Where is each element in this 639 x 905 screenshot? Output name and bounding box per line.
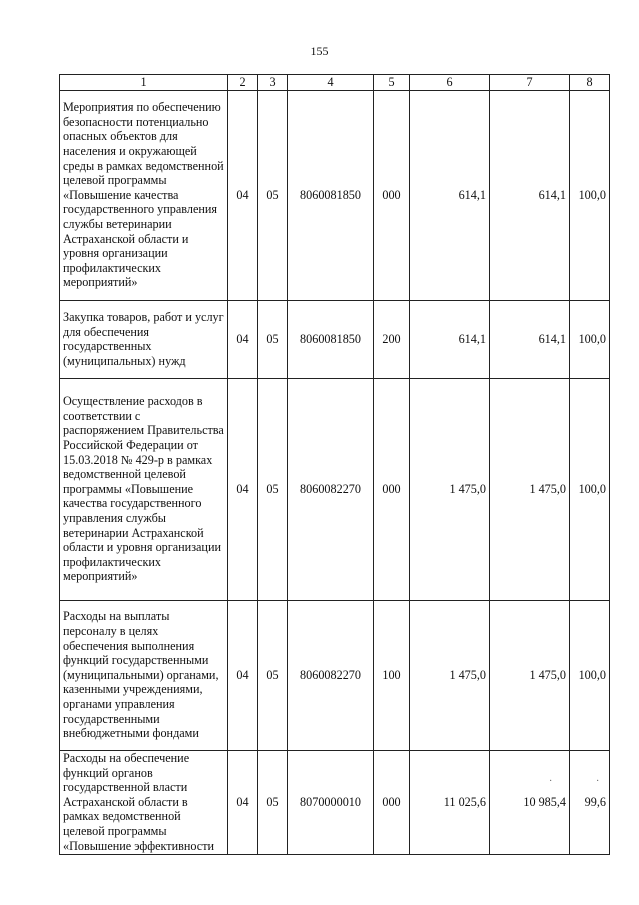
cell-target-article: 8060082270 <box>288 378 374 600</box>
cell-percent: 100,0 <box>570 300 610 378</box>
row-description: Осуществление расходов в соответствии с распоряжением Правительства Российской Федерации от 15.03.2018 № 429-р в рамках ведомственной целевой программы «Повышение качества государственного управления службы ветеринарии Астраханской области и уровня организации профилактических мероприятий» <box>60 378 228 600</box>
cell-planned: 1 475,0 <box>410 600 490 750</box>
cell-target-article: 8060082270 <box>288 600 374 750</box>
cell-target-article: 8060081850 <box>288 90 374 300</box>
table-row <box>60 600 610 750</box>
header-row <box>60 75 610 91</box>
cell-executed: 614,1 <box>490 90 570 300</box>
cell-expense-type: 000 <box>374 750 410 854</box>
cell-target-article: 8060081850 <box>288 300 374 378</box>
column-header: 2 <box>228 75 258 91</box>
cell-expense-type: 200 <box>374 300 410 378</box>
column-header: 1 <box>60 75 228 91</box>
cell-planned: 11 025,6 <box>410 750 490 854</box>
column-header: 4 <box>288 75 374 91</box>
column-header: 3 <box>258 75 288 91</box>
budget-table <box>59 74 610 855</box>
cell-subsection: 05 <box>258 90 288 300</box>
column-header: 6 <box>410 75 490 91</box>
scan-speck: · <box>549 776 553 787</box>
cell-planned: 1 475,0 <box>410 378 490 600</box>
row-description: Расходы на обеспечение функций органов государственной власти Астраханской области в рамках ведомственной целевой программы «Повышение эффективности <box>60 750 228 854</box>
cell-percent: 100,0 <box>570 90 610 300</box>
cell-section: 04 <box>228 378 258 600</box>
cell-executed: 1 475,0 <box>490 600 570 750</box>
cell-executed: 10 985,4 <box>490 750 570 854</box>
cell-subsection: 05 <box>258 300 288 378</box>
cell-expense-type: 000 <box>374 378 410 600</box>
column-header: 5 <box>374 75 410 91</box>
cell-expense-type: 100 <box>374 600 410 750</box>
cell-planned: 614,1 <box>410 300 490 378</box>
cell-target-article: 8070000010 <box>288 750 374 854</box>
row-description: Расходы на выплаты персоналу в целях обеспечения выполнения функций государственными (муниципальными) органами, казенными учреждениями, органами управления государственными внебюджетными фондами <box>60 600 228 750</box>
page-number: 155 <box>310 44 329 58</box>
table-row <box>60 378 610 600</box>
cell-planned: 614,1 <box>410 90 490 300</box>
cell-section: 04 <box>228 750 258 854</box>
row-description: Закупка товаров, работ и услуг для обеспечения государственных (муниципальных) нужд <box>60 300 228 378</box>
cell-percent: 99,6 <box>570 750 610 854</box>
table-row <box>60 90 610 300</box>
cell-subsection: 05 <box>258 378 288 600</box>
cell-executed: 1 475,0 <box>490 378 570 600</box>
row-description: Мероприятия по обеспечению безопасности потенциально опасных объектов для населения и окружающей среды в рамках ведомственной целевой программы «Повышение качества государственного управления службы ветеринарии Астраханской области и уровня организации профилактических мероприятий» <box>60 90 228 300</box>
table-row <box>60 300 610 378</box>
cell-percent: 100,0 <box>570 600 610 750</box>
cell-subsection: 05 <box>258 750 288 854</box>
cell-expense-type: 000 <box>374 90 410 300</box>
column-header: 7 <box>490 75 570 91</box>
cell-executed: 614,1 <box>490 300 570 378</box>
cell-section: 04 <box>228 90 258 300</box>
cell-section: 04 <box>228 300 258 378</box>
column-header: 8 <box>570 75 610 91</box>
cell-section: 04 <box>228 600 258 750</box>
scan-speck: · <box>596 776 600 787</box>
cell-subsection: 05 <box>258 600 288 750</box>
cell-percent: 100,0 <box>570 378 610 600</box>
table-row <box>60 750 610 854</box>
